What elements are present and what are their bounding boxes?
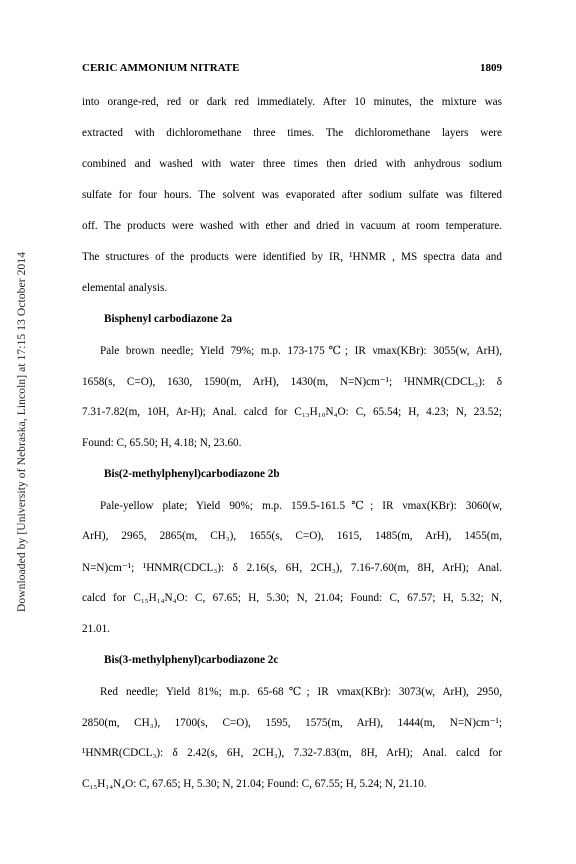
running-title: CERIC AMMONIUM NITRATE — [82, 62, 240, 74]
compound-heading: Bis(2-methylphenyl)carbodiazone 2b — [104, 468, 280, 480]
watermark-text: Downloaded by [University of Nebraska, Lincoln] at 17:15 13 October 2014 — [16, 251, 28, 613]
compound-line: Pale-yellow plate; Yield 90%; m.p. 159.5-161.5℃; IR νmax(KBr): 3060(w, — [100, 500, 502, 512]
page-number: 1809 — [480, 62, 502, 74]
compound-line: C₁₅H₁₄N₄O: C, 67.65; H, 5.30; N, 21.04; Found: C, 67.55; H, 5.24; N, 21.10. — [82, 778, 427, 790]
compound-line: ¹HNMR(CDCL₃): δ 2.42(s, 6H, 2CH₃), 7.32-7.83(m, 8H, ArH); Anal. calcd for — [82, 747, 502, 759]
compound-line: 2850(m, CH₃), 1700(s, C=O), 1595, 1575(m, ArH), 1444(m, N=N)cm⁻¹; — [82, 717, 502, 729]
compound-line: 21.01. — [82, 623, 110, 635]
paragraph-line: extracted with dichloromethane three times. The dichloromethane layers were — [82, 127, 502, 139]
compound-line: Pale brown needle; Yield 79%; m.p. 173-175℃; IR νmax(KBr): 3055(w, ArH), — [100, 345, 502, 357]
compound-line: Red needle; Yield 81%; m.p. 65-68℃; IR νmax(KBr): 3073(w, ArH), 2950, — [100, 686, 502, 698]
paragraph-line: elemental analysis. — [82, 282, 168, 294]
paragraph-line: into orange-red, red or dark red immediately. After 10 minutes, the mixture was — [82, 96, 502, 108]
compound-line: 7.31-7.82(m, 10H, Ar-H); Anal. calcd for C₁₃H₁₀N₄O: C, 65.54; H, 4.23; N, 23.52; — [82, 406, 502, 418]
compound-heading: Bis(3-methylphenyl)carbodiazone 2c — [104, 654, 279, 666]
paragraph-line: The structures of the products were identified by IR, ¹HNMR , MS spectra data and — [82, 251, 502, 263]
paragraph-line: off. The products were washed with ether and dried in vacuum at room temperature. — [82, 220, 502, 232]
compound-line: N=N)cm⁻¹; ¹HNMR(CDCL₃): δ 2.16(s, 6H, 2CH₃), 7.16-7.60(m, 8H, ArH); Anal. — [82, 562, 502, 574]
compound-heading: Bisphenyl carbodiazone 2a — [104, 313, 233, 325]
paragraph-line: combined and washed with water three times then dried with anhydrous sodium — [82, 158, 502, 170]
compound-line: 1658(s, C=O), 1630, 1590(m, ArH), 1430(m, N=N)cm⁻¹; ¹HNMR(CDCL₃): δ — [82, 376, 502, 388]
compound-line: calcd for C₁₅H₁₄N₄O: C, 67.65; H, 5.30; N, 21.04; Found: C, 67.57; H, 5.32; N, — [82, 592, 502, 604]
running-header — [82, 62, 502, 78]
compound-line: Found: C, 65.50; H, 4.18; N, 23.60. — [82, 437, 242, 449]
paragraph-line: sulfate for four hours. The solvent was evaporated after sodium sulfate was filtered — [82, 189, 502, 201]
compound-line: ArH), 2965, 2865(m, CH₃), 1655(s, C=O), 1615, 1485(m, ArH), 1455(m, — [82, 530, 502, 542]
